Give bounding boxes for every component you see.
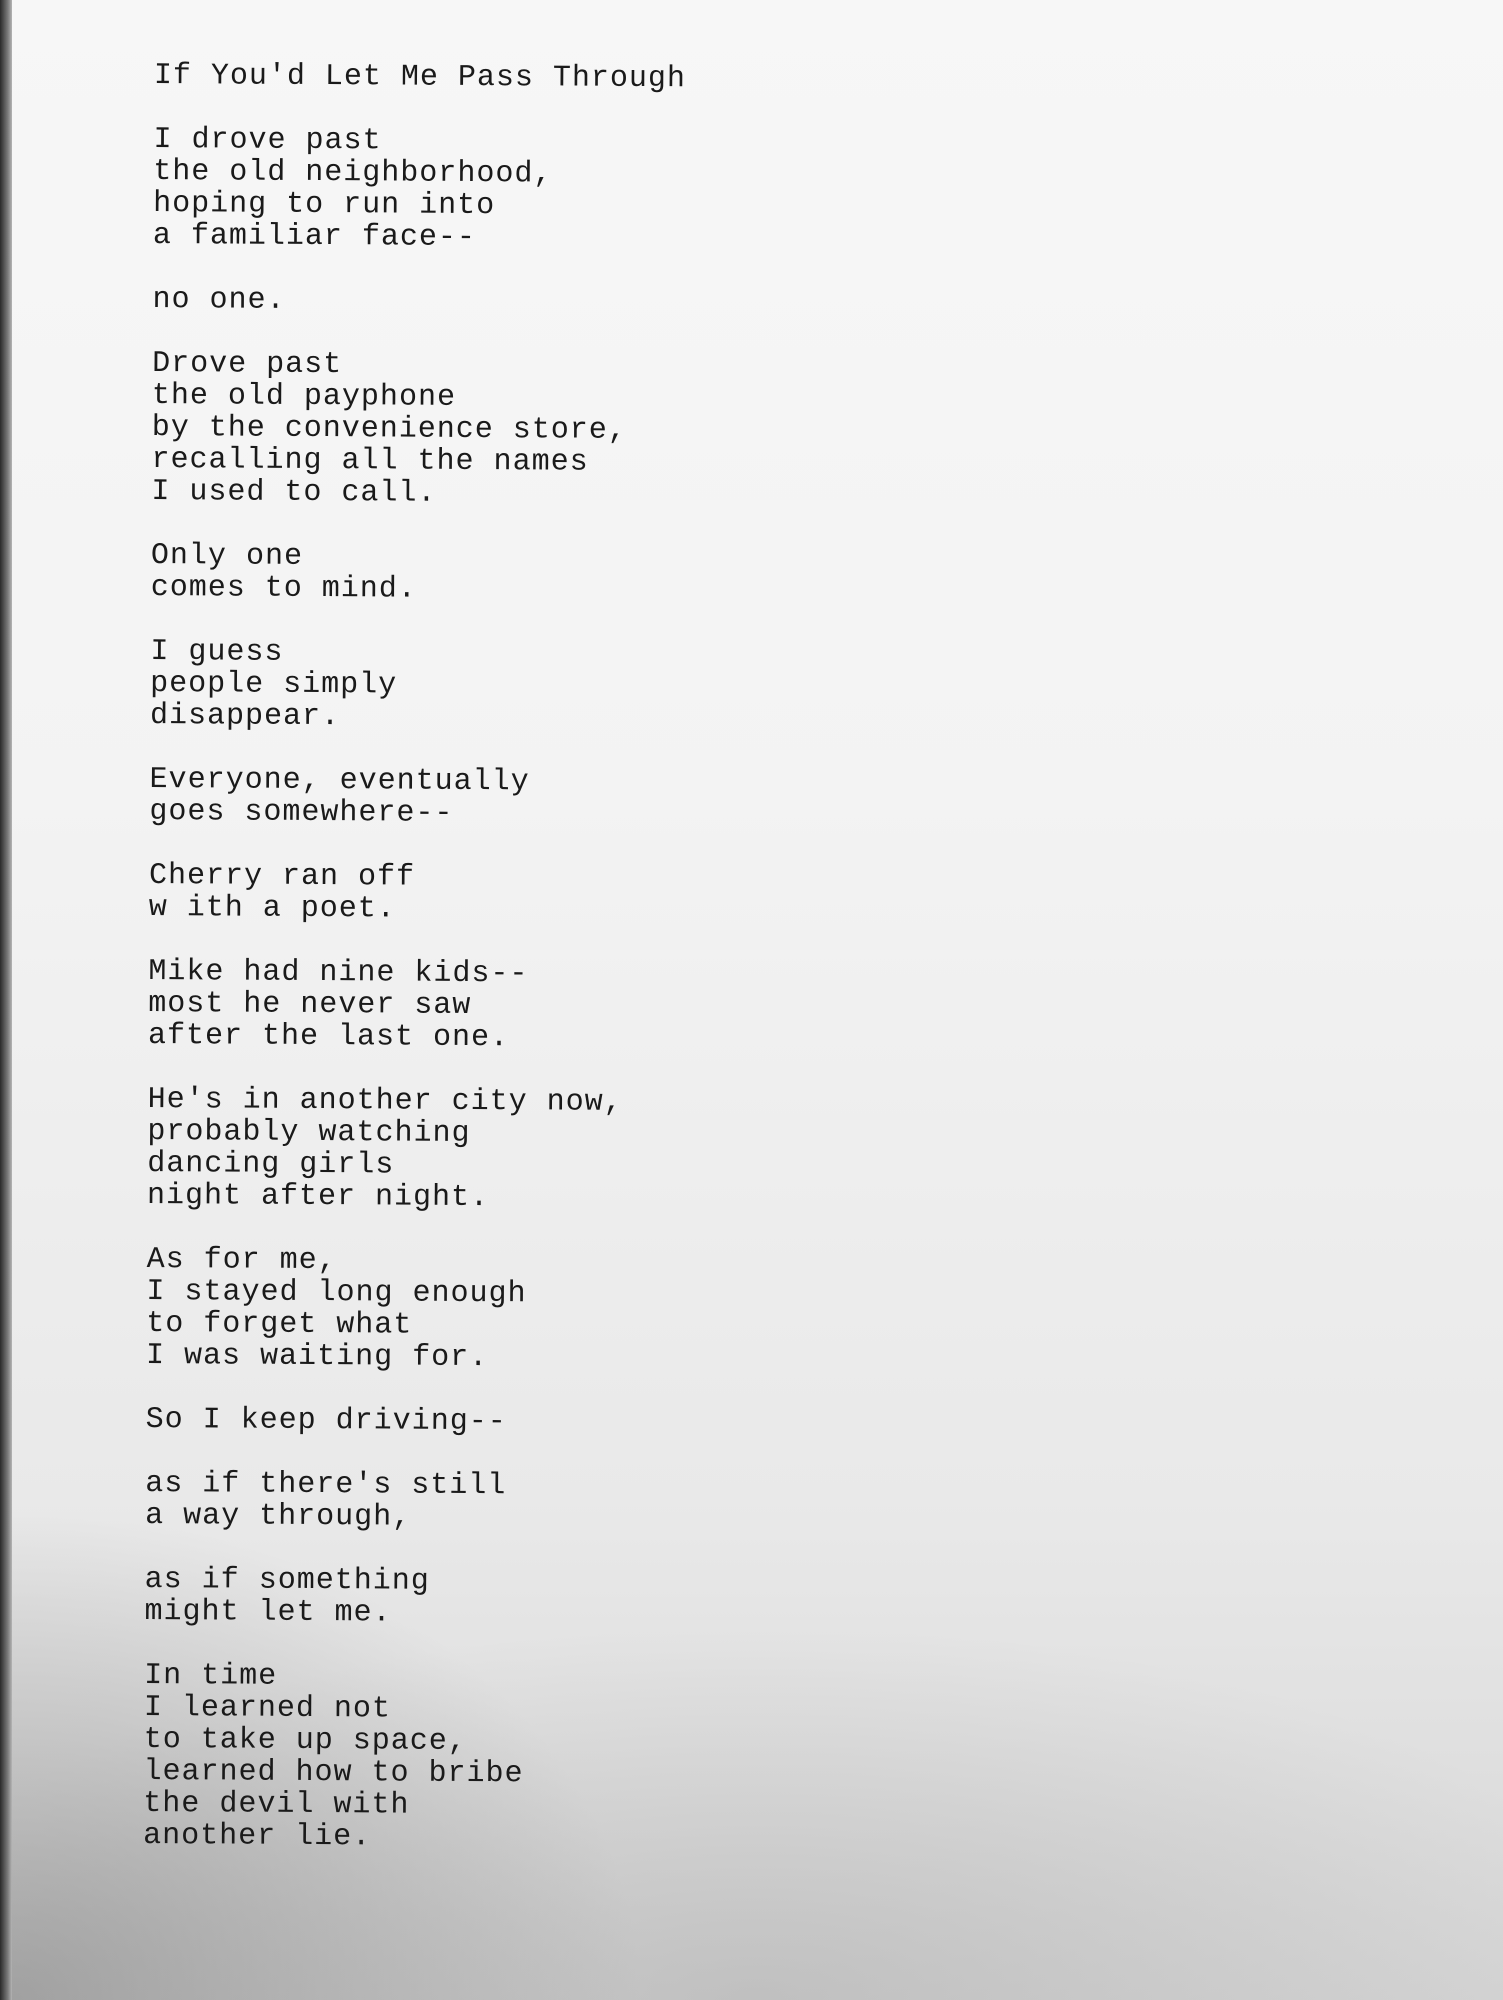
poem-line: probably watching [147, 1114, 471, 1151]
poem-stanzas [143, 124, 1054, 1857]
poem-line: Drove past [152, 346, 343, 383]
poem-line: I guess [150, 634, 284, 670]
poem-line: dancing girls [147, 1146, 395, 1183]
poem-line: goes somewhere-- [149, 794, 454, 831]
stanza [151, 348, 1052, 513]
poem-line: As for me, [146, 1242, 337, 1279]
poem-line: Everyone, eventually [149, 762, 530, 800]
poem-line: no one. [152, 282, 286, 318]
poem-line: I was waiting for. [145, 1338, 489, 1376]
poem-line: Only one [150, 538, 304, 574]
stanza [150, 636, 1051, 737]
poem-line: In time [144, 1658, 278, 1694]
poem-line: night after night. [146, 1178, 490, 1216]
stanza [149, 764, 1049, 833]
poem-line: as if something [144, 1562, 430, 1599]
poem-line: I drove past [153, 122, 382, 159]
poem-line: recalling all the names [151, 442, 589, 480]
poem-line: He's in another city now, [147, 1082, 623, 1120]
stanza [151, 540, 1051, 609]
poem-line: So I keep driving-- [145, 1402, 507, 1440]
stanza [146, 1244, 1047, 1377]
poem-line: to take up space, [143, 1722, 467, 1759]
poem-line: I used to call. [151, 474, 437, 511]
poem-line: w ith a poet. [148, 890, 396, 927]
poem-line: a familiar face-- [152, 218, 477, 255]
poem-line: I learned not [143, 1690, 392, 1727]
poem-line: the devil with [143, 1786, 410, 1823]
poem-line: disappear. [149, 698, 341, 735]
stanza [145, 1468, 1045, 1537]
poem-line: Cherry ran off [148, 858, 416, 895]
typewritten-page [12, 0, 1503, 2000]
stanza [147, 1084, 1048, 1217]
poem-line: the old payphone [151, 378, 457, 415]
poem-line: people simply [150, 666, 398, 703]
poem-line: the old neighborhood, [153, 154, 553, 192]
poem-line: to forget what [146, 1306, 413, 1343]
poem-line: another lie. [143, 1818, 372, 1855]
poem-line: I stayed long enough [146, 1274, 527, 1312]
stanza [149, 860, 1049, 929]
poem-line: hoping to run into [153, 186, 496, 224]
poem-line: most he never saw [148, 986, 472, 1023]
poem-line: as if there's still [145, 1466, 507, 1504]
poem-title: If You'd Let Me Pass Through [153, 59, 687, 97]
poem [143, 60, 1054, 1889]
poem-line: after the last one. [147, 1018, 510, 1056]
stanza [143, 1660, 1044, 1857]
poem-line: comes to mind. [150, 570, 417, 607]
poem-line: a way through, [145, 1498, 412, 1535]
stanza [144, 1564, 1044, 1633]
stanza [148, 956, 1049, 1057]
stanza [152, 284, 1052, 321]
poem-line: might let me. [144, 1594, 392, 1631]
stanza [146, 1404, 1046, 1441]
poem-line: by the convenience store, [151, 410, 627, 448]
stanza [153, 124, 1054, 257]
poem-line: learned how to bribe [143, 1754, 524, 1792]
poem-line: Mike had nine kids-- [148, 954, 529, 992]
